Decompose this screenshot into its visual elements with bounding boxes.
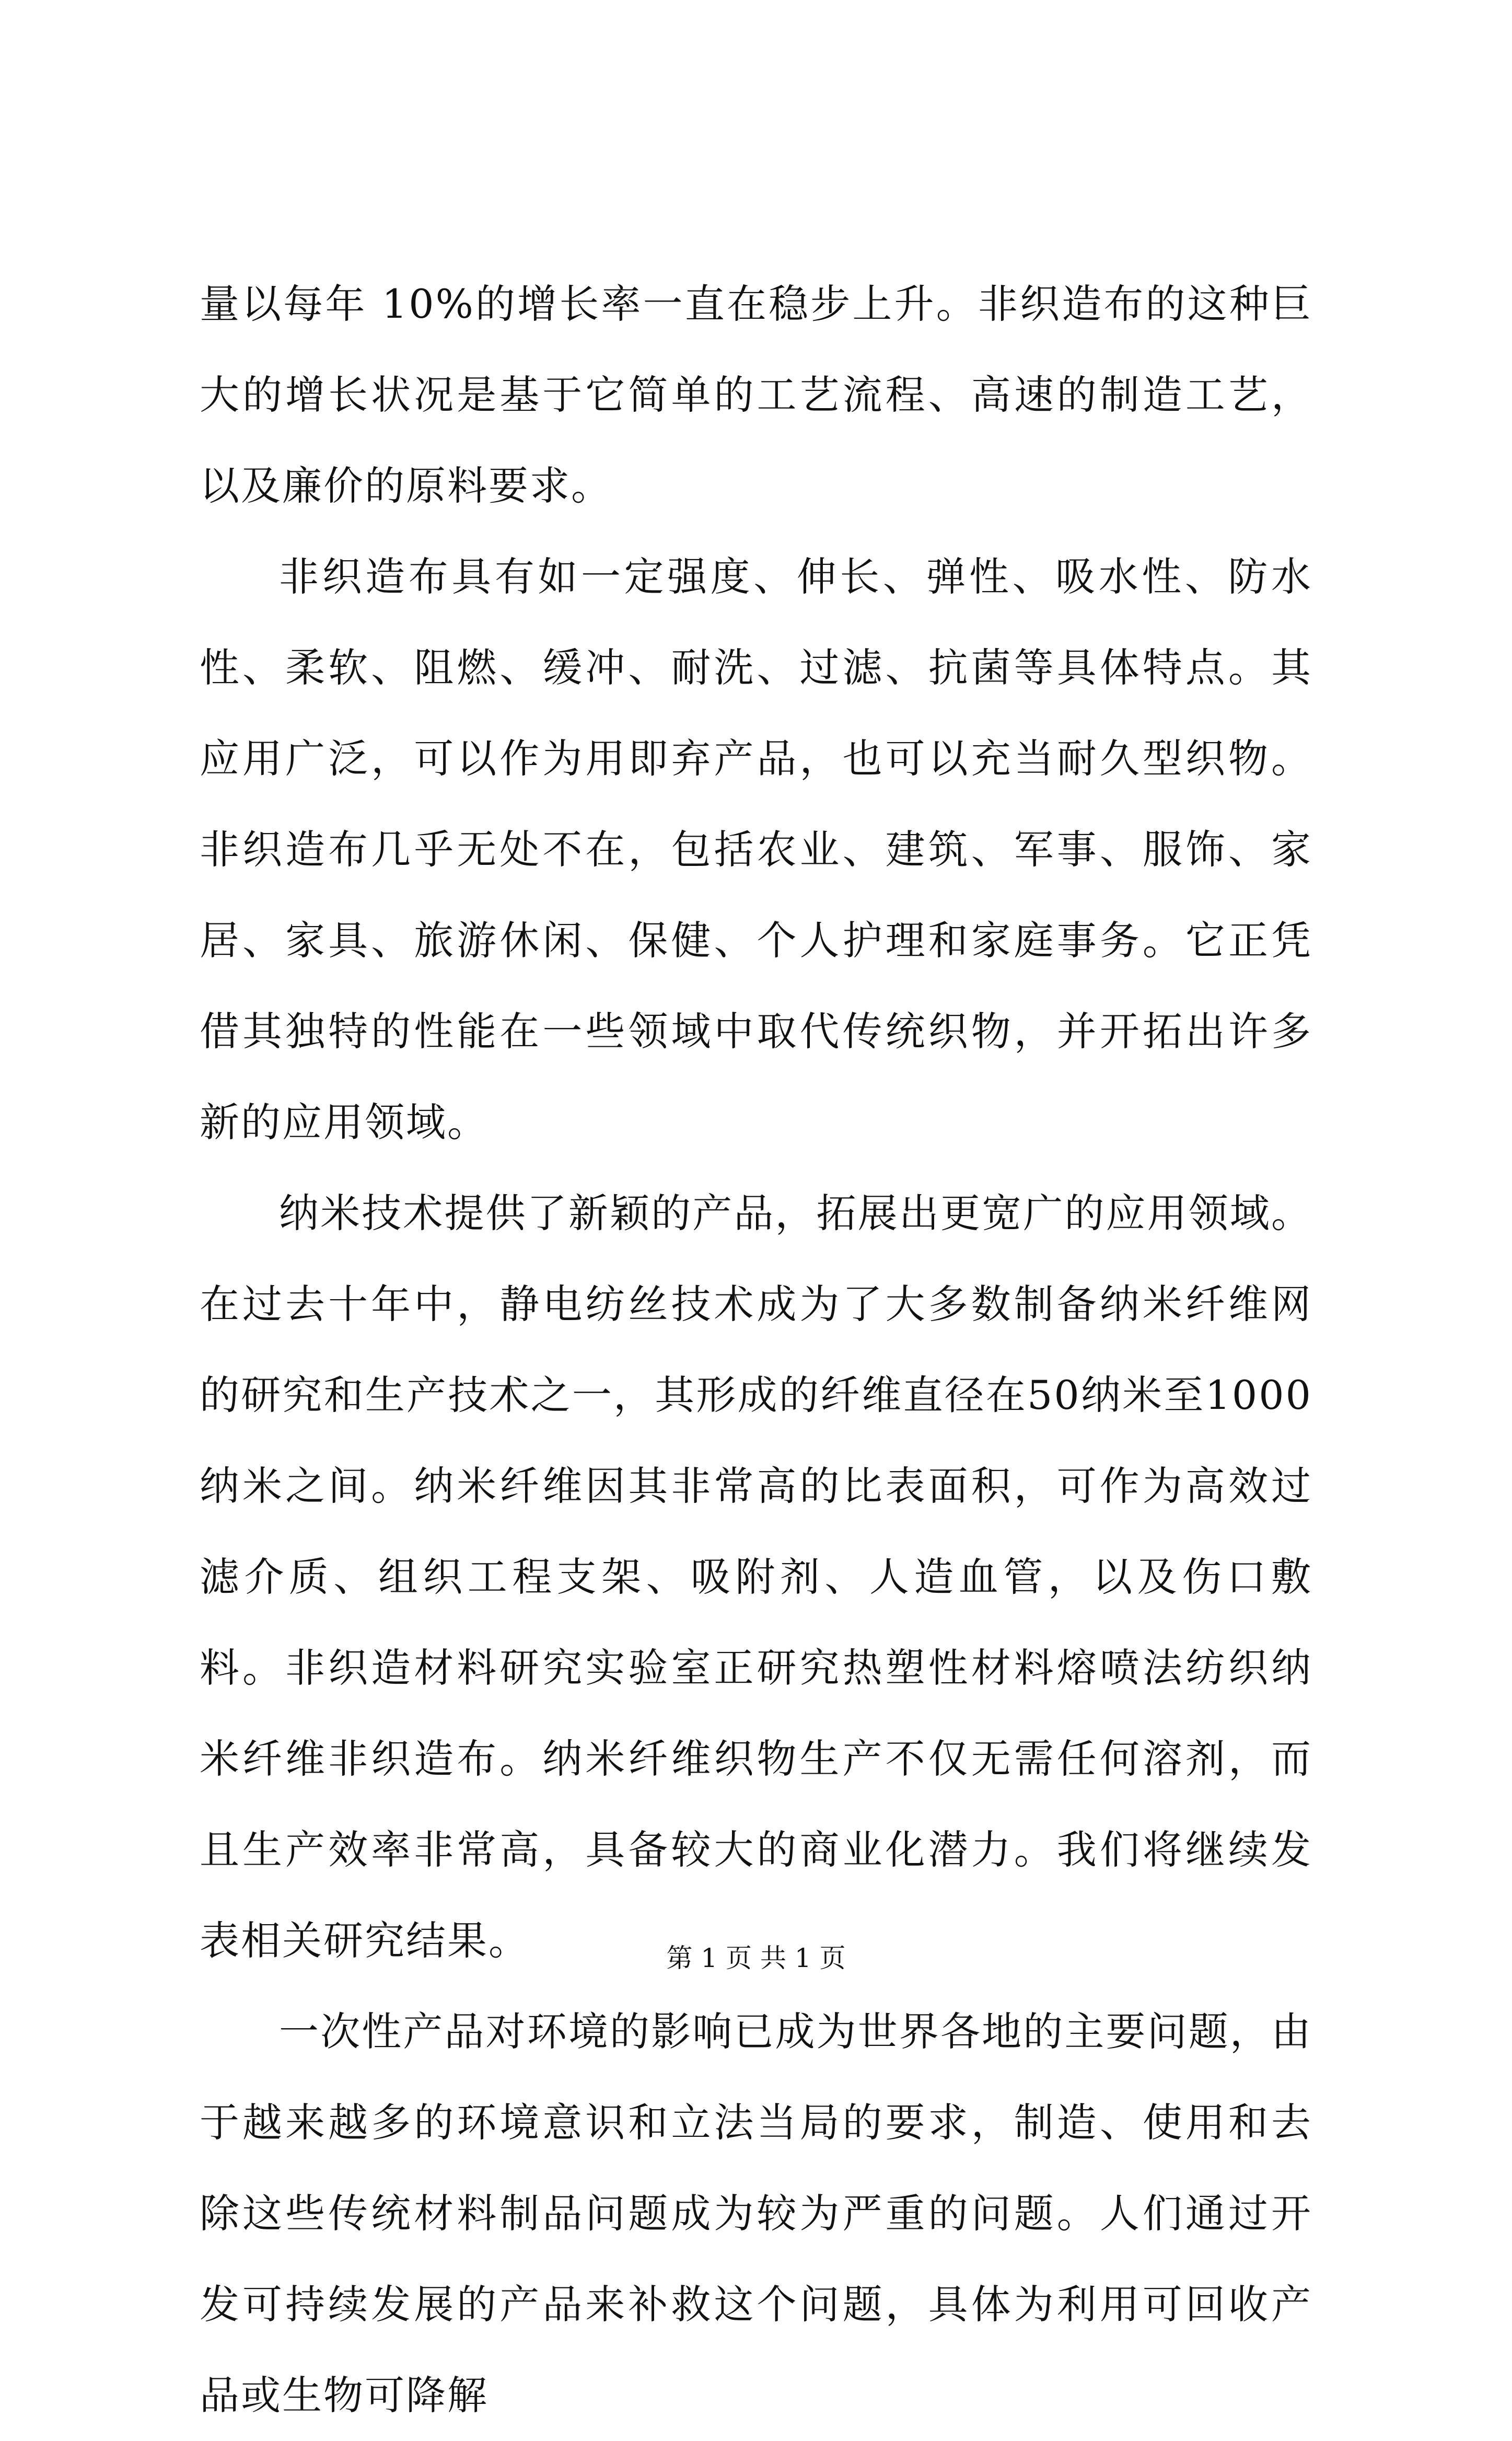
page-footer: 第 1 页 共 1 页 [666,1943,846,1973]
paragraph-nanotechnology: 纳米技术提供了新颖的产品，拓展出更宽广的应用领域。在过去十年中，静电纺丝技术成为了大多数制备纳米纤维网的研究和生产技术之一，其形成的纤维直径在50纳米至1000纳米之间。纳米纤维因其非常高的比表面积，可作为高效过滤介质、组织工程支架、吸附剂、人造血管，以及伤口敷料。非织造材料研究实验室正研究热塑性材料熔喷法纺织纳米纤维非织造布。纳米纤维织物生产不仅无需任何溶剂，而且生产效率非常高，具备较大的商业化潜力。我们将继续发表相关研究结果。 [200,1190,1312,1964]
paragraph-environment: 一次性产品对环境的影响已成为世界各地的主要问题，由于越来越多的环境意识和立法当局的要求，制造、使用和去除这些传统材料制品问题成为较为严重的问题。人们通过开发可持续发展的产品来补救这个问题，具体为利用可回收产品或生物可降解 [200,2008,1312,2419]
document-body [200,259,1312,2441]
paragraph-continuation: 量以每年 10%的增长率一直在稳步上升。非织造布的这种巨大的增长状况是基于它简单的工艺流程、高速的制造工艺，以及廉价的原料要求。 [200,281,1312,509]
paragraph-nonwoven-properties: 非织造布具有如一定强度、伸长、弹性、吸水性、防水性、柔软、阻燃、缓冲、耐洗、过滤、抗菌等具体特点。其应用广泛，可以作为用即弃产品，也可以充当耐久型织物。非织造布几乎无处不在，包括农业、建筑、军事、服饰、家居、家具、旅游休闲、保健、个人护理和家庭事务。它正凭借其独特的性能在一些领域中取代传统织物，并开拓出许多新的应用领域。 [200,553,1312,1146]
